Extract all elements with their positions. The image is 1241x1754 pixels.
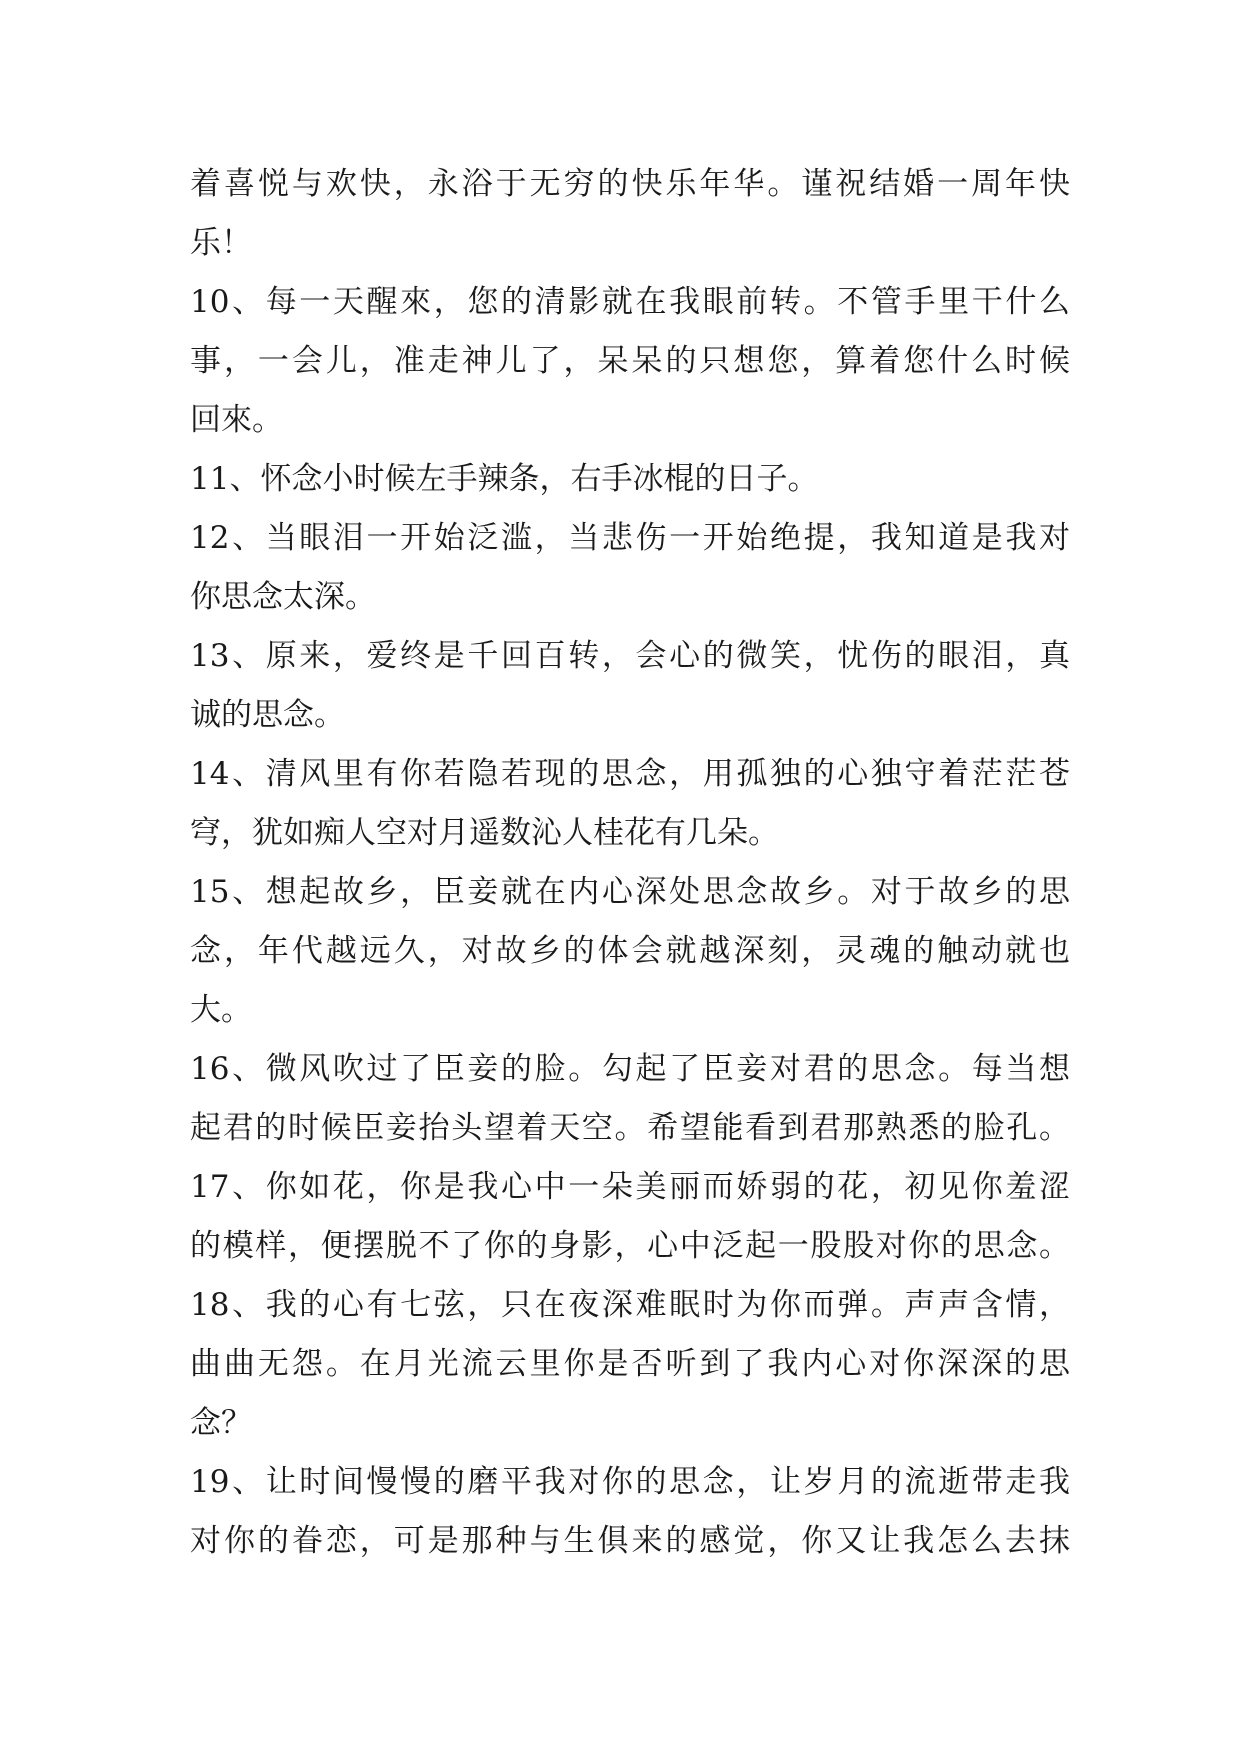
- text-line: 你思念太深。: [190, 579, 376, 615]
- text-line: 诚的思念。: [190, 697, 345, 733]
- text-line: 穹，犹如痴人空对月遥数沁人桂花有几朵。: [190, 815, 779, 851]
- text-line: 的模样，便摆脱不了你的身影，心中泛起一股股对你的思念。: [190, 1228, 1070, 1264]
- text-line: 13、原来，爱终是千回百转，会心的微笑，忧伤的眼泪，真: [190, 638, 1070, 674]
- text-line: 着喜悦与欢快，永浴于无穷的快乐年华。谨祝结婚一周年快: [190, 166, 1070, 202]
- text-line: 19、让时间慢慢的磨平我对你的思念，让岁月的流逝带走我: [190, 1464, 1070, 1500]
- text-line: 18、我的心有七弦，只在夜深难眠时为你而弹。声声含情，: [190, 1287, 1070, 1323]
- text-line: 10、每一天醒來，您的清影就在我眼前转。不管手里干什么: [190, 284, 1070, 320]
- text-line: 乐！: [190, 225, 252, 261]
- text-line: 14、清风里有你若隐若现的思念，用孤独的心独守着茫茫苍: [190, 756, 1070, 792]
- text-line: 念，年代越远久，对故乡的体会就越深刻，灵魂的触动就也: [190, 933, 1070, 969]
- text-line: 事，一会儿，准走神儿了，呆呆的只想您，算着您什么时候: [190, 343, 1070, 379]
- text-line: 念？: [190, 1405, 252, 1441]
- text-line: 16、微风吹过了臣妾的脸。勾起了臣妾对君的思念。每当想: [190, 1051, 1070, 1087]
- text-line: 12、当眼泪一开始泛滥，当悲伤一开始绝提，我知道是我对: [190, 520, 1070, 556]
- text-line: 回來。: [190, 402, 283, 438]
- text-line: 大。: [190, 992, 252, 1028]
- text-line: 对你的眷恋，可是那种与生俱来的感觉，你又让我怎么去抹: [190, 1523, 1070, 1559]
- text-line: 15、想起故乡，臣妾就在内心深处思念故乡。对于故乡的思: [190, 874, 1070, 910]
- text-line: 曲曲无怨。在月光流云里你是否听到了我内心对你深深的思: [190, 1346, 1070, 1382]
- text-line: 11、怀念小时候左手辣条，右手冰棍的日子。: [190, 461, 819, 497]
- document-body: [190, 155, 1070, 1571]
- text-line: 起君的时候臣妾抬头望着天空。希望能看到君那熟悉的脸孔。: [190, 1110, 1070, 1146]
- text-line: 17、你如花，你是我心中一朵美丽而娇弱的花，初见你羞涩: [190, 1169, 1070, 1205]
